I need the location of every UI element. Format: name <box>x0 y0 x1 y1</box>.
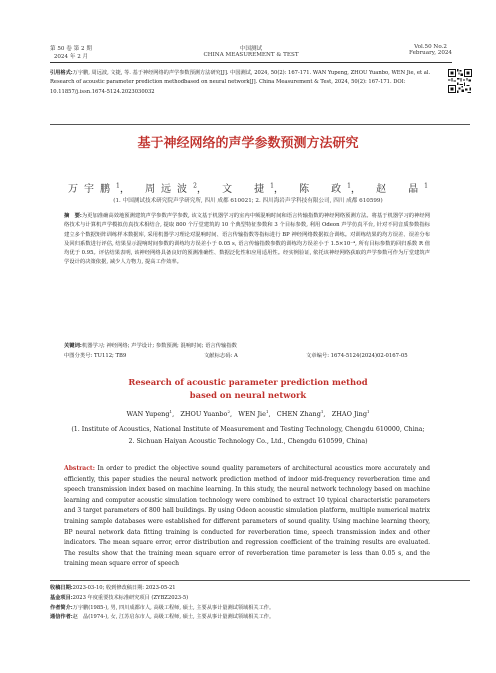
abstract-en-text: In order to predict the objective sound quality parameters of architectural acoustics more accurately and efficiently, this paper studies the neural network prediction method of indoor mid-frequency reverberation time and speech transmission index based on machine learning. In this study, the neural network technology based on machine learning and computer acoustic simulation technology were combined to extract 10 typical characteristic parameters and 3 target parameters of 800 hall buildings. By using Odeon acoustic simulation platform, multiple numerical matrix training sample databases were established for different parameters of sound quality. Using machine learning theory, BP neural network data fitting training is conducted for reverberation time, speech transmission index and other indicators. The mean square error, error distribution and regression coefficient of the training results are evaluated. The results show that the training mean square error of reverberation time parameter is less than 0.05 s, and the training mean square error of speech <box>64 465 430 568</box>
footnotes <box>50 580 470 623</box>
affiliation-cn: (1. 中国测试技术研究院声学研究所, 四川 成都 610021; 2. 四川海岩声学科技有限公司, 四川 成都 610599) <box>113 198 383 204</box>
header-right <box>409 44 452 56</box>
footnote-funding: 基金项目:2023 年度重要技术标准研究项目 (ZYBZ2023-5) <box>50 594 189 601</box>
authors-en: WAN Yupeng$^1$, ZHOU Yuanbo$^2$, WEN Jie$^1$, CHEN Zhang$^1$, ZHAO Jing$^1$ <box>126 409 370 419</box>
abstract-en <box>64 464 430 570</box>
author-en: WEN Jie$^1$ <box>238 409 269 419</box>
title-en-line2: based on neural network <box>189 390 307 400</box>
abstract-cn <box>64 212 430 268</box>
citation-label: 引用格式: <box>50 70 73 76</box>
journal-name-en: CHINA MEASUREMENT & TEST <box>203 52 299 58</box>
authors-cn: 万宇鹏$^1$， 周远波$^2$， 文 捷$^1$， 陈 政$^1$， 赵 晶$^1$ <box>68 182 428 195</box>
volume-no-en: Vol.50 No.2 <box>414 44 447 50</box>
running-header <box>50 44 452 64</box>
footnote-corresponding: 通信作者:赵 晶(1974-), 女, 江苏启东市人, 高级工程师, 硕士, 主要从事计量测试领域相关工作。 <box>50 614 275 621</box>
date-en: February, 2024 <box>409 50 452 56</box>
abstract-en-label: Abstract: <box>64 465 95 472</box>
footnote-received: 收稿日期:2023-03-10; 收到修改稿日期: 2023-05-21 <box>50 585 176 591</box>
affiliation-en-line2: 2. Sichuan Haiyan Acoustic Technology Co., Ltd., Chengdu 610599, China) <box>128 437 368 445</box>
abstract-cn-label: 摘 要: <box>64 213 82 219</box>
keywords-cn <box>64 341 430 349</box>
header-rule <box>50 62 452 63</box>
affiliation-en-line1: (1. Institute of Acoustics, National Institute of Measurement and Testing Technology, Chengdu 610000, China; <box>71 426 425 433</box>
article-number: 文章编号: 1674-5124(2024)02-0167-05 <box>306 353 408 359</box>
footnote-author-bio: 作者简介:万宇鹏(1985-), 男, 四川成都市人, 高级工程师, 硕士, 主要从事计量测试领域相关工作。 <box>50 604 275 611</box>
author-cn: 陈 政$^1$ <box>299 182 351 195</box>
document-code: 文献标志码: A <box>204 353 238 359</box>
keywords-cn-text: 机器学习; 神经网络; 声学设计; 参数预测; 混响时间; 语言传输指数 <box>81 343 237 349</box>
footnote-rule <box>50 580 470 581</box>
issue-date: 2024 年 2 月 <box>53 54 89 60</box>
clc-number: 中图分类号: TU112; TB9 <box>64 353 127 359</box>
author-cn: 赵 晶$^1$ <box>376 182 428 195</box>
author-en: WAN Yupeng$^1$ <box>126 409 173 419</box>
citation-rule <box>50 124 470 125</box>
author-cn: 周远波$^2$ <box>145 182 197 195</box>
header-center <box>50 44 452 58</box>
qr-code-icon <box>448 69 472 93</box>
author-en: ZHAO Jing$^1$ <box>331 409 370 419</box>
author-cn: 文 捷$^1$ <box>222 182 274 195</box>
author-cn: 万宇鹏$^1$ <box>68 182 120 195</box>
abstract-cn-text: 为更加准确高效地预测建筑声学参数声学参数, 该文基于机器学习的室内中频混响时间和语言传输指数的神经网络预测方法。将基于机器学习的神经网络技术与计算机声学模拟仿真技术相结合, 提取 800 个厅堂建筑的 10 个典型特征参数和 3 个目标参数, 利用 Odeon 声学仿真平台, 针对不同音质参数指标建立多个数据矩阵训练样本数据库, 采用机器学习理论对混响时间、语言传输指数等指标进行 BP 神经网络数据拟合训练。对训练结果的均方误差、误差分布及回归系数进行评估, 结果显示混响时间参数的训练均方误差小于 0.05 s, 语言传输指数参数的训练均方误差小于 1.5×10⁻⁴, 所有目标参数的回归系数 R 值均优于 0.95。评估结果表明, 该神经网络具备良好的预测准确性、数据泛化性和应用适用性。经实例验证, 依托该神经网络获取的声学参数可作为厅堂建筑声学设计的决策依据, 减少人力物力, 提高工作效率。 <box>64 213 430 266</box>
title-cn: 基于神经网络的声学参数预测方法研究 <box>137 136 359 151</box>
citation-block <box>50 69 440 97</box>
citation-text: 万宇鹏, 周远波, 文捷, 等. 基于神经网络的声学参数预测方法研究[J]. 中国测试, 2024, 50(2): 167-171. WAN Yupeng, ZHOU Yuanbo, WEN Jie, et al. Research of acoustic parameter prediction methodbased on neural network[J]. China Measurement & Test, 2024, 50(2): 167-171. DOI: 10.11857/j.issn.1674-5124.2023030032 <box>50 70 431 95</box>
title-en <box>0 376 496 402</box>
journal-name-cn: 中国测试 <box>239 46 263 52</box>
title-en-line1: Research of acoustic parameter prediction method <box>128 377 368 387</box>
volume-issue: 第 50 卷 第 2 期 <box>50 46 92 52</box>
keywords-cn-label: 关键词: <box>64 343 82 349</box>
author-en: ZHOU Yuanbo$^2$ <box>180 409 230 419</box>
author-en: CHEN Zhang$^1$ <box>276 409 324 419</box>
affiliation-en <box>0 424 496 447</box>
